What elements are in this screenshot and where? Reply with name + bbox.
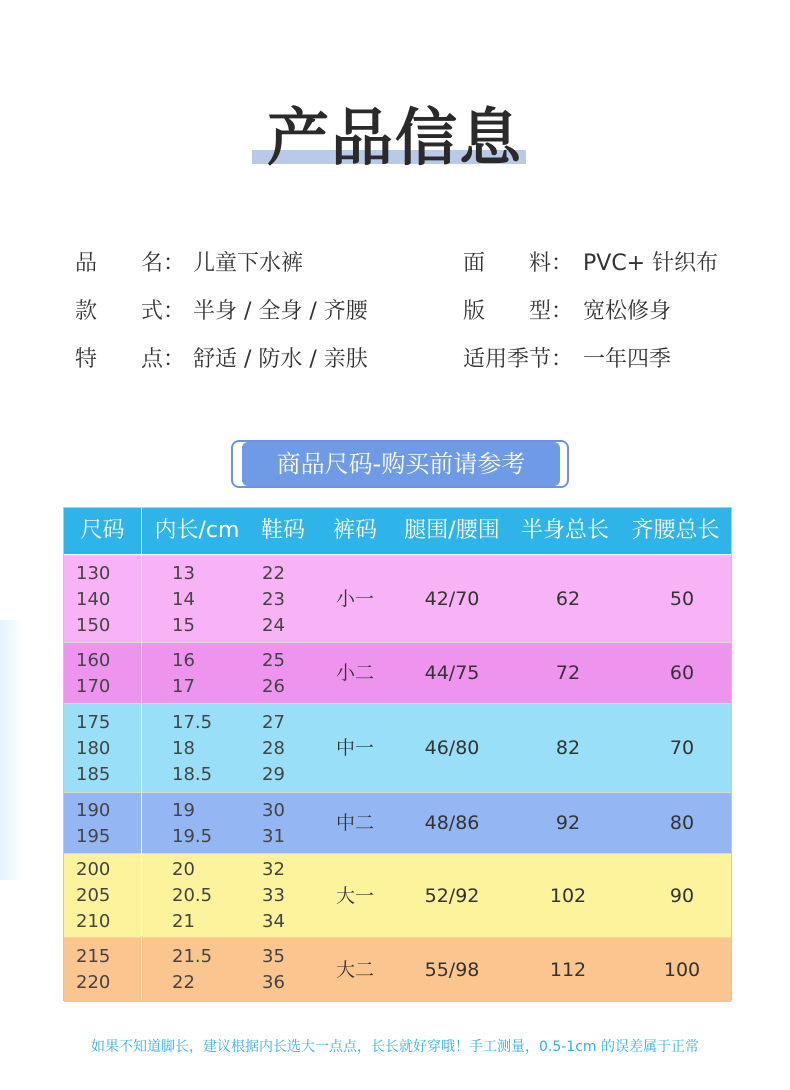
table-row-group: [64, 642, 731, 704]
info-label: 品 名：: [75, 251, 186, 276]
footnote: 如果不知道脚长，建议根据内长选大一点点，长长就好穿哦！手工测量，0.5-1cm 的误差属于正常: [90, 1039, 699, 1055]
size-cell: 175: [76, 711, 111, 733]
half-length-cell: 92: [555, 812, 581, 834]
inner-length-cell: 18.5: [172, 763, 213, 785]
shoe-size-cell: 25: [262, 649, 285, 671]
shoe-size-cell: 24: [262, 614, 285, 636]
inner-length-cell: 19: [172, 799, 195, 821]
table-row-group: [64, 792, 731, 854]
shoe-size-cell: 23: [262, 588, 285, 610]
size-cell: 215: [76, 946, 111, 967]
inner-length-cell: 22: [172, 972, 195, 993]
info-value: 宽松修身: [583, 299, 672, 324]
info-value: 儿童下水裤: [193, 251, 304, 276]
waist-length-cell: 90: [669, 885, 695, 907]
info-value: 舒适 / 防水 / 亲肤: [193, 347, 368, 372]
pants-size-cell: 大一: [335, 885, 374, 907]
waist-length-cell: 50: [669, 588, 695, 610]
size-cell: 195: [76, 825, 111, 847]
inner-length-cell: 20.5: [172, 885, 213, 906]
shoe-size-cell: 30: [262, 799, 285, 821]
pants-size-cell: 中一: [335, 737, 374, 759]
header-half-length: 半身总长: [520, 518, 609, 543]
size-cell: 130: [76, 562, 111, 584]
inner-length-cell: 20: [172, 859, 195, 880]
pants-size-cell: 中二: [335, 812, 374, 834]
half-length-cell: 72: [555, 662, 581, 684]
header-inner-length: 内长/cm: [154, 518, 240, 543]
size-cell: 185: [76, 763, 111, 785]
size-cell: 150: [76, 614, 111, 636]
half-length-cell: 82: [555, 737, 581, 759]
header-girth: 腿围/腰围: [404, 518, 500, 543]
info-label: 特 点：: [75, 347, 186, 372]
girth-cell: 52/92: [424, 885, 480, 907]
shoe-size-cell: 32: [262, 859, 285, 880]
girth-cell: 55/98: [424, 959, 480, 981]
inner-length-cell: 19.5: [172, 825, 213, 847]
waist-length-cell: 60: [669, 662, 695, 684]
shoe-size-cell: 35: [262, 946, 285, 967]
inner-length-cell: 13: [172, 562, 195, 584]
inner-length-cell: 17.5: [172, 711, 213, 733]
inner-length-cell: 14: [172, 588, 195, 610]
waist-length-cell: 70: [669, 737, 695, 759]
inner-length-cell: 17: [172, 675, 195, 697]
size-cell: 220: [76, 972, 111, 993]
shoe-size-cell: 22: [262, 562, 285, 584]
pants-size-cell: 大二: [335, 959, 374, 981]
column-divider: [141, 508, 142, 1000]
pants-size-cell: 小一: [335, 588, 374, 610]
size-cell: 190: [76, 799, 111, 821]
info-value: PVC+ 针织布: [583, 251, 719, 276]
info-label: 款 式：: [75, 299, 186, 324]
header-waist-length: 齐腰总长: [631, 518, 720, 543]
info-label: 版 型：: [463, 299, 574, 324]
waist-length-cell: 100: [663, 959, 701, 981]
header-pants-size: 裤码: [332, 518, 377, 543]
inner-length-cell: 16: [172, 649, 195, 671]
waist-length-cell: 80: [669, 812, 695, 834]
girth-cell: 48/86: [424, 812, 480, 834]
inner-length-cell: 21.5: [172, 946, 213, 967]
shoe-size-cell: 31: [262, 825, 285, 847]
shoe-size-cell: 27: [262, 711, 285, 733]
info-value: 半身 / 全身 / 齐腰: [193, 299, 368, 324]
info-label: 面 料：: [463, 251, 574, 276]
inner-length-cell: 15: [172, 614, 195, 636]
half-length-cell: 112: [549, 959, 587, 981]
shoe-size-cell: 29: [262, 763, 285, 785]
shoe-size-cell: 33: [262, 885, 285, 906]
half-length-cell: 102: [549, 885, 587, 907]
pants-size-cell: 小二: [335, 662, 374, 684]
inner-length-cell: 18: [172, 737, 195, 759]
table-row-group: [64, 937, 731, 1002]
table-row-group: [64, 853, 731, 938]
table-header: [64, 508, 731, 554]
shoe-size-cell: 28: [262, 737, 285, 759]
size-cell: 180: [76, 737, 111, 759]
size-table: [63, 507, 732, 1001]
page-title: 产品信息: [266, 101, 523, 174]
size-cell: 210: [76, 911, 111, 932]
info-label: 适用季节：: [463, 347, 574, 372]
size-guide-badge: 商品尺码-购买前请参考: [242, 442, 560, 486]
table-row-group: [64, 555, 731, 643]
girth-cell: 42/70: [424, 588, 480, 610]
half-length-cell: 62: [555, 588, 581, 610]
size-cell: 170: [76, 675, 111, 697]
shoe-size-cell: 34: [262, 911, 285, 932]
inner-length-cell: 21: [172, 911, 195, 932]
table-row-group: [64, 703, 731, 793]
girth-cell: 44/75: [424, 662, 480, 684]
girth-cell: 46/80: [424, 737, 480, 759]
header-size: 尺码: [80, 518, 125, 543]
shoe-size-cell: 36: [262, 972, 285, 993]
size-cell: 160: [76, 649, 111, 671]
shoe-size-cell: 26: [262, 675, 285, 697]
header-shoe-size: 鞋码: [260, 518, 305, 543]
left-edge-decoration: [0, 620, 22, 880]
size-cell: 140: [76, 588, 111, 610]
size-cell: 205: [76, 885, 111, 906]
info-value: 一年四季: [583, 347, 672, 372]
size-cell: 200: [76, 859, 111, 880]
